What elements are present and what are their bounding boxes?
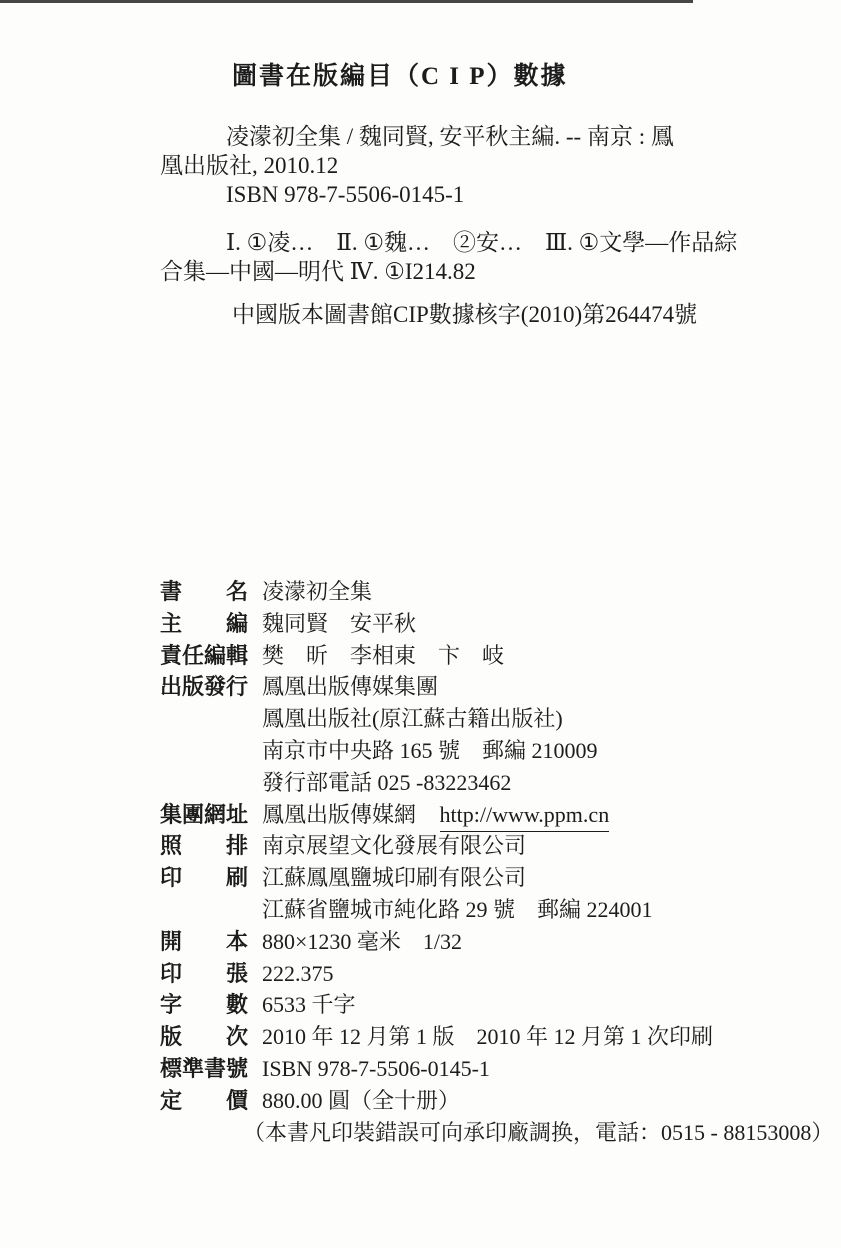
row-value: 6533 千字 xyxy=(262,992,356,1018)
colophon-row-publisher-phone xyxy=(160,767,800,799)
colophon-footnote xyxy=(160,1117,834,1149)
row-value: 鳳凰出版社(原江蘇古籍出版社) xyxy=(262,706,563,732)
row-value xyxy=(262,799,609,833)
colophon-row-book-title xyxy=(160,576,800,608)
row-label: 責任編輯 xyxy=(160,642,249,668)
colophon-row-word-count xyxy=(160,989,800,1021)
row-label: 照排 xyxy=(160,833,248,859)
colophon-row-responsible-editors xyxy=(160,640,800,672)
cip-record-block xyxy=(160,122,760,209)
colophon-row-publisher-cont xyxy=(160,703,800,735)
row-value: 江蘇鳳凰鹽城印刷有限公司 xyxy=(262,865,527,891)
row-label: 字數 xyxy=(160,992,248,1018)
cip-classification-line: Ⅰ. ①凌… Ⅱ. ①魏… ②安… Ⅲ. ①文學—作品綜 xyxy=(226,230,738,255)
cip-record-line: 凰出版社, 2010.12 xyxy=(160,153,339,178)
row-value: 鳳凰出版傳媒集團 xyxy=(262,674,439,700)
website-name: 鳳凰出版傳媒網 xyxy=(262,801,417,827)
row-value: 222.375 xyxy=(262,960,334,986)
website-url: http://www.ppm.cn xyxy=(440,799,610,833)
row-value: 880×1230 毫米 1/32 xyxy=(262,928,463,954)
row-value: 凌濛初全集 xyxy=(262,579,373,604)
colophon-row-typesetting xyxy=(160,830,800,862)
row-label: 定價 xyxy=(160,1087,248,1113)
colophon-row-publisher-address xyxy=(160,735,800,767)
row-label: 印張 xyxy=(160,960,248,986)
row-label: 版次 xyxy=(160,1024,248,1050)
cip-record-line: 凌濛初全集 / 魏同賢, 安平秋主編. -- 南京 : 鳳 xyxy=(226,124,674,149)
row-label: 標準書號 xyxy=(160,1055,249,1081)
row-label: 集團網址 xyxy=(160,801,249,827)
row-value: 880.00 圓（全十册） xyxy=(262,1087,461,1113)
cip-record-number: 中國版本圖書館CIP數據核字(2010)第264474號 xyxy=(232,302,698,327)
row-label: 印刷 xyxy=(160,865,248,891)
row-value: 魏同賢 安平秋 xyxy=(262,610,417,636)
row-label: 書名 xyxy=(160,579,248,604)
colophon-row-format xyxy=(160,926,800,958)
colophon-row-group-website xyxy=(160,799,800,831)
colophon-row-price xyxy=(160,1085,800,1117)
row-value: ISBN 978-7-5506-0145-1 xyxy=(262,1055,490,1081)
scan-edge-artifact-line xyxy=(0,0,693,3)
row-value: 發行部電話 025 -83223462 xyxy=(262,769,512,795)
row-value: 南京市中央路 165 號 郵編 210009 xyxy=(262,737,598,763)
cip-title: 圖書在版編目（C I P）數據 xyxy=(232,63,568,90)
row-label: 開本 xyxy=(160,928,248,954)
colophon-row-edition xyxy=(160,1021,800,1053)
colophon-row-printer xyxy=(160,862,800,894)
footnote-text: （本書凡印裝錯誤可向承印廠調换，電話：0515 - 88153008） xyxy=(243,1119,834,1145)
row-value: 江蘇省鹽城市純化路 29 號 郵編 224001 xyxy=(262,896,653,922)
row-label: 出版發行 xyxy=(160,674,249,700)
colophon-row-printed-sheets xyxy=(160,958,800,990)
cip-isbn-line: ISBN 978-7-5506-0145-1 xyxy=(226,182,465,207)
cip-classification-line: 合集—中國—明代 Ⅳ. ①I214.82 xyxy=(160,259,476,284)
colophon-block xyxy=(160,576,834,1148)
colophon-row-chief-editors xyxy=(160,608,800,640)
colophon-row-printer-address xyxy=(160,894,800,926)
colophon-row-standard-isbn xyxy=(160,1053,800,1085)
cip-classification-block xyxy=(160,228,780,286)
row-value: 南京展望文化發展有限公司 xyxy=(262,833,527,859)
colophon-row-publisher xyxy=(160,671,800,703)
row-label: 主編 xyxy=(160,610,248,636)
row-value: 2010 年 12 月第 1 版 2010 年 12 月第 1 次印刷 xyxy=(262,1024,714,1050)
row-value: 樊 昕 李相東 卞 岐 xyxy=(262,642,505,668)
